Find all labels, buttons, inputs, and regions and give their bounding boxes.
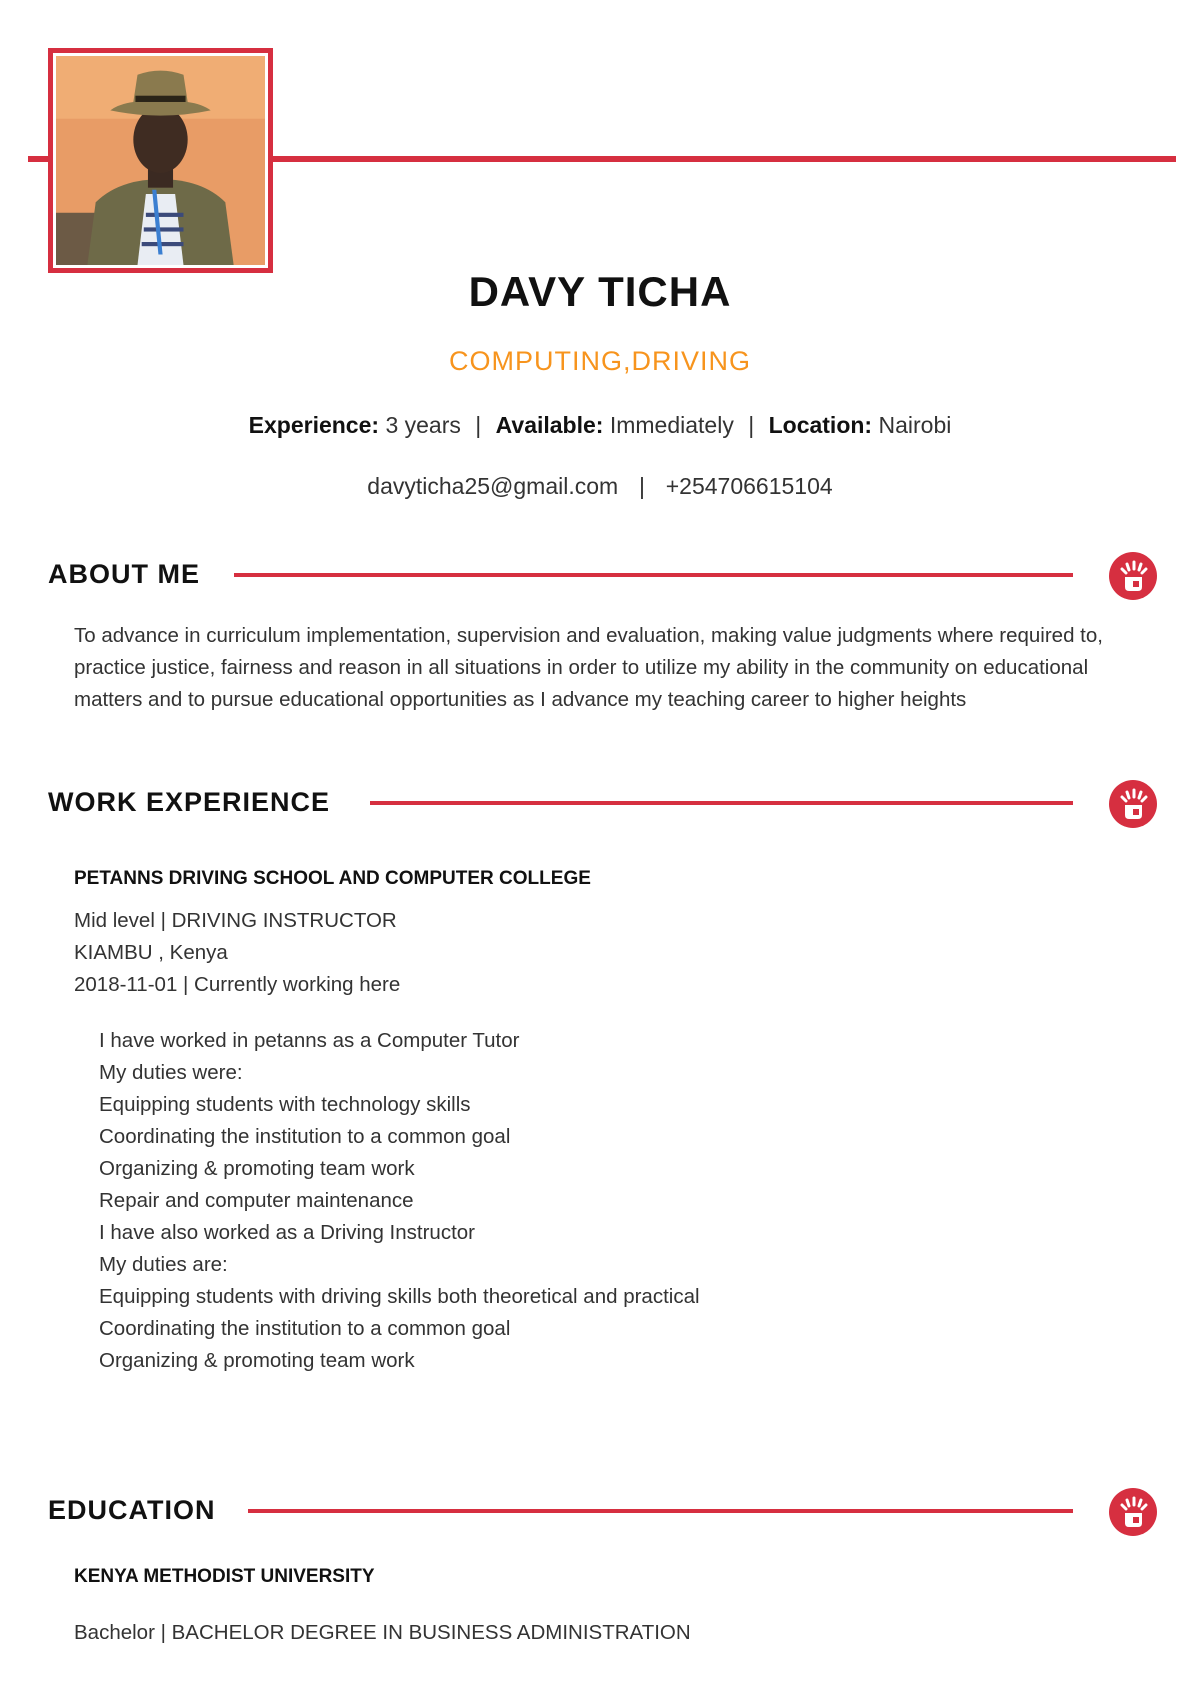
work-role-line: Mid level | DRIVING INSTRUCTOR [74,909,397,932]
work-location-line: KIAMBU , Kenya [74,941,228,964]
hand-badge-icon [1108,1487,1158,1537]
separator: | [475,412,482,438]
candidate-subtitle: COMPUTING,DRIVING [448,346,751,376]
education-school: KENYA METHODIST UNIVERSITY [74,1566,375,1587]
description-line: Equipping students with driving skills both theoretical and practical [99,1285,700,1308]
hand-badge-icon [1108,551,1158,601]
work-section-rule [370,801,1073,805]
experience-value: 3 years [385,412,461,438]
description-line: Equipping students with technology skills [99,1093,471,1116]
description-line: My duties were: [99,1061,243,1084]
work-company: PETANNS DRIVING SCHOOL AND COMPUTER COLLEGE [74,868,591,889]
location-label: Location: [768,412,873,438]
description-line: Repair and computer maintenance [99,1189,414,1212]
education-section-header [48,1487,1158,1537]
education-details [74,1617,691,1649]
work-date-line: 2018-11-01 | Currently working here [74,973,401,996]
separator: | [748,412,755,438]
education-section-rule [248,1509,1073,1513]
hand-badge-icon [1108,779,1158,829]
about-section-title: ABOUT ME [48,559,200,589]
description-line: My duties are: [99,1253,228,1276]
candidate-name: DAVY TICHA [468,268,732,315]
description-line: Organizing & promoting team work [99,1157,415,1180]
available-label: Available: [495,412,604,438]
experience-label: Experience: [248,412,380,438]
work-section-title: WORK EXPERIENCE [48,787,331,817]
about-section-header [48,551,1158,601]
profile-photo-frame [48,48,273,273]
profile-photo [56,56,265,265]
about-text: To advance in curriculum implementation, supervision and evaluation, making value judgments where required to, practice justice, fairness and reason in all situations in order to utilize my ability in the community on educational matters and to pursue educational opportunities as I advance my teaching career to higher heights [74,624,1103,711]
summary-line [0,412,1200,439]
available-value: Immediately [609,412,734,438]
description-line: Coordinating the institution to a common goal [99,1125,511,1148]
description-line: Organizing & promoting team work [99,1349,415,1372]
work-description [99,1025,700,1377]
description-line: I have worked in petanns as a Computer Tutor [99,1029,520,1052]
phone-link[interactable]: +254706615104 [665,473,833,499]
separator: | [632,473,652,499]
description-line: Coordinating the institution to a common goal [99,1317,511,1340]
work-section-header [48,779,1158,829]
work-details [74,905,400,1001]
education-degree-line: Bachelor | BACHELOR DEGREE IN BUSINESS ADMINISTRATION [74,1621,691,1644]
contact-line [0,473,1200,500]
email-link[interactable]: davyticha25@gmail.com [367,473,619,499]
education-section-title: EDUCATION [48,1495,216,1525]
description-line: I have also worked as a Driving Instructor [99,1221,475,1244]
location-value: Nairobi [878,412,952,438]
about-section-rule [234,573,1073,577]
